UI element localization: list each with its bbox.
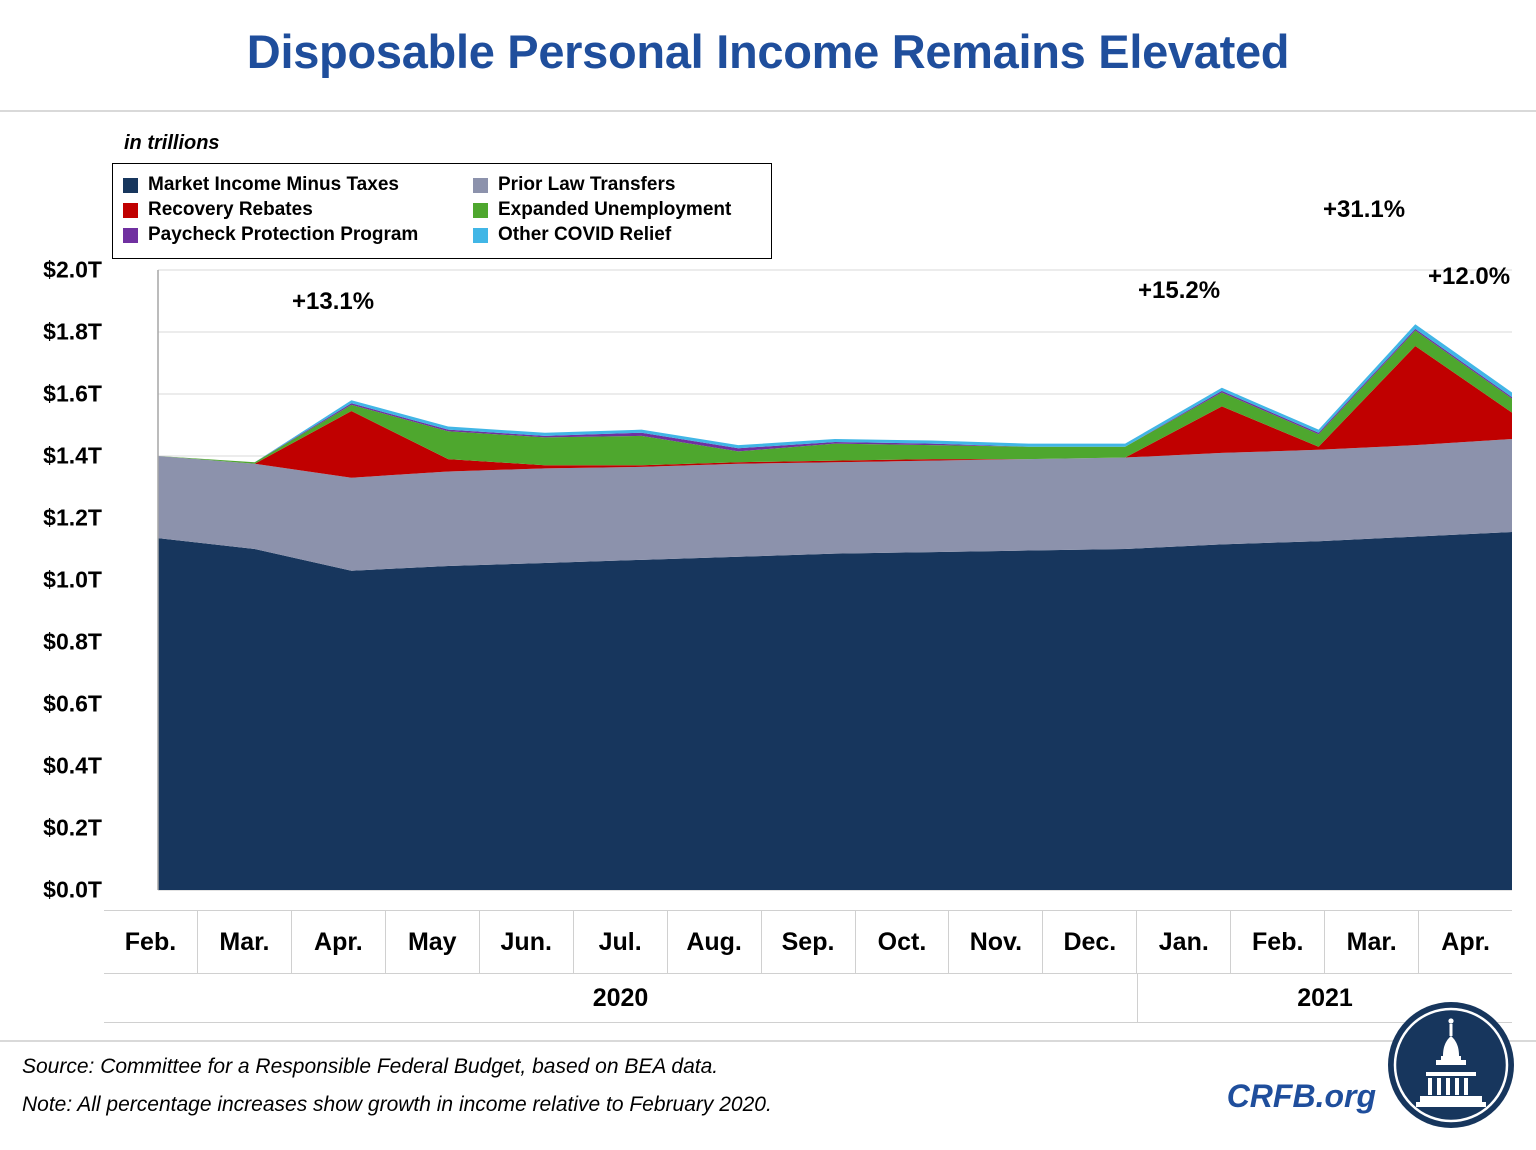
note-text: Note: All percentage increases show growth in income relative to February 2020. [22, 1093, 772, 1116]
y-tick-2: $0.4T [43, 752, 102, 779]
y-tick-4: $0.8T [43, 628, 102, 655]
y-axis-labels [0, 120, 110, 910]
y-tick-9: $1.8T [43, 318, 102, 345]
y-tick-0: $0.0T [43, 876, 102, 903]
x-axis-month-6: Aug. [668, 911, 762, 973]
legend-label-market-income: Market Income Minus Taxes [148, 174, 399, 195]
y-tick-6: $1.2T [43, 504, 102, 531]
legend-swatch-market-income [123, 178, 138, 193]
footer [22, 1055, 1122, 1131]
footer-divider [0, 1040, 1536, 1042]
x-axis-month-9: Nov. [949, 911, 1043, 973]
x-axis-month-row [104, 910, 1512, 974]
page-title: Disposable Personal Income Remains Elevated [246, 25, 1290, 78]
legend-label-expanded-unemployment: Expanded Unemployment [498, 199, 732, 220]
y-tick-3: $0.6T [43, 690, 102, 717]
x-axis-month-8: Oct. [856, 911, 950, 973]
x-axis-month-11: Jan. [1137, 911, 1231, 973]
y-tick-7: $1.4T [43, 442, 102, 469]
x-axis-month-12: Feb. [1231, 911, 1325, 973]
chart-area [0, 120, 1536, 910]
legend-item-prior-law-transfers [473, 174, 675, 196]
legend-row-1 [123, 174, 761, 196]
crfb-logo-icon [1386, 1000, 1516, 1130]
y-tick-8: $1.6T [43, 380, 102, 407]
x-axis-month-2: Apr. [292, 911, 386, 973]
x-axis-year-2021: 2021 [1297, 983, 1353, 1012]
legend-swatch-ppp [123, 228, 138, 243]
legend-swatch-other-covid-relief [473, 228, 488, 243]
x-axis-month-0: Feb. [104, 911, 198, 973]
legend-label-ppp: Paycheck Protection Program [148, 224, 419, 245]
legend-label-prior-law-transfers: Prior Law Transfers [498, 174, 676, 195]
source-text: Source: Committee for a Responsible Federal Budget, based on BEA data. [22, 1055, 719, 1078]
legend-item-ppp [123, 224, 473, 246]
legend-item-expanded-unemployment [473, 199, 731, 221]
legend-row-2 [123, 199, 761, 221]
x-axis-month-5: Jul. [574, 911, 668, 973]
legend-swatch-expanded-unemployment [473, 203, 488, 218]
x-axis-year-row [104, 974, 1512, 1023]
legend-swatch-recovery-rebates [123, 203, 138, 218]
y-tick-5: $1.0T [43, 566, 102, 593]
legend-swatch-prior-law-transfers [473, 178, 488, 193]
x-axis-month-13: Mar. [1325, 911, 1419, 973]
area-series-0 [158, 532, 1512, 890]
callout-jan-2021: +15.2% [1138, 277, 1221, 304]
units-label: in trillions [124, 132, 220, 154]
legend-row-3 [123, 224, 761, 246]
legend-label-other-covid-relief: Other COVID Relief [498, 224, 672, 245]
x-axis-month-14: Apr. [1441, 927, 1490, 956]
x-axis-month-10: Dec. [1043, 911, 1137, 973]
legend-item-recovery-rebates [123, 199, 473, 221]
legend-label-recovery-rebates: Recovery Rebates [148, 199, 313, 220]
x-axis-month-4: Jun. [480, 911, 574, 973]
x-axis-month-3: May [386, 911, 480, 973]
callout-mar-2021: +31.1% [1323, 196, 1406, 223]
y-tick-10: $2.0T [43, 256, 102, 283]
area-series [158, 324, 1512, 890]
x-axis-month-7: Sep. [762, 911, 856, 973]
legend [112, 163, 772, 259]
legend-item-other-covid-relief [473, 224, 671, 246]
legend-item-market-income [123, 174, 473, 196]
x-axis [104, 910, 1512, 1020]
title-divider [0, 110, 1536, 112]
callout-apr-2021: +12.0% [1428, 263, 1511, 290]
x-axis-month-1: Mar. [198, 911, 292, 973]
brand-text: CRFB.org [1226, 1078, 1376, 1114]
callout-apr-2020: +13.1% [292, 288, 375, 315]
y-tick-1: $0.2T [43, 814, 102, 841]
x-axis-year-2020: 2020 [104, 974, 1138, 1022]
